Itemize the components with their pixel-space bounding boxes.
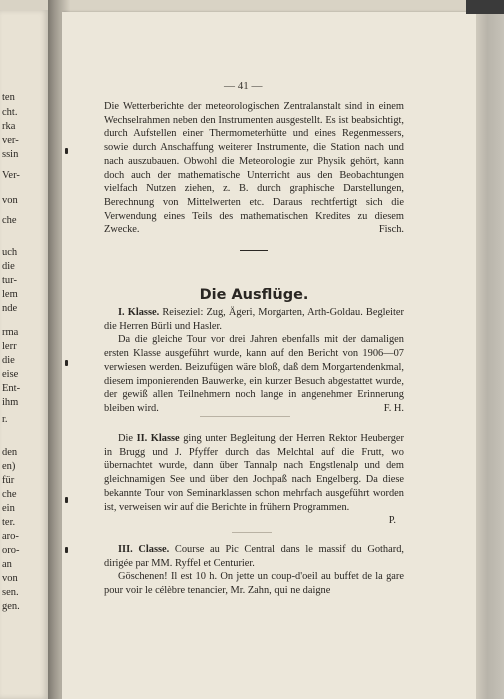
paragraph-text: Die Wetterberichte der meteorologischen Zentralanstalt sind in einem Wechselrahmen neben den Instrumenten ausgestellt. Es ist beabsichtigt, durch Aufstellen einer Thermometerhütte und eines Regenmessers, sowie durch Anschaffung weiterer Instrumente, die Station nach und nach auszubauen. Obwohl die Meteorologie zur Physik gehört, kann doch auch der mathematische Unterricht aus den Beobachtungen vielfach Nutzen ziehen, z. B. durch graphische Darstellungen, Berechnung von Mittelwerten etc. Daraus rechtfertigt sich die Verwendung eines Teils des mathematischen Kredites zu diesem Zwecke.: [104, 101, 404, 236]
page-number: — 41 —: [224, 80, 263, 92]
margin-mark: [65, 148, 68, 154]
section-heading: Die Ausflüge.: [199, 287, 309, 303]
left-page-fragment: nde: [2, 303, 18, 314]
left-page-fragment: ver-: [2, 135, 19, 146]
section-divider: [240, 250, 268, 251]
left-page-fragment: an: [2, 559, 12, 570]
left-page-fragment: ter.: [2, 517, 16, 528]
left-page-fragment: von: [2, 195, 18, 206]
paragraph-text: Course au Pic Central dans le massif du Gothard, dirigée par MM. Ryffel et Centurier.: [104, 544, 404, 569]
weather-station-paragraph: [104, 100, 404, 237]
left-page-fragment: Ent-: [2, 383, 21, 394]
class-label: I. Klasse.: [118, 307, 160, 318]
left-page-fragment: gen.: [2, 601, 20, 612]
left-page-fragment: oro-: [2, 545, 20, 556]
left-page-fragment: lem: [2, 289, 18, 300]
left-page-fragment: ssin: [2, 149, 19, 160]
left-page-fragment: eise: [2, 369, 19, 380]
margin-mark: [65, 360, 68, 366]
left-page-fragment: aro-: [2, 531, 19, 542]
left-page-fragment: für: [2, 475, 15, 486]
left-page-fragment: die: [2, 261, 15, 272]
signature: Fisch.: [378, 224, 404, 236]
paragraph-text: Die: [118, 433, 137, 444]
left-page-fragment: ten: [2, 92, 15, 103]
paragraph-text: ging unter Begleitung der Herren Rektor Heuberger in Brugg und J. Pfyffer durch das Melchtal auf die Frutt, wo übernachtet wurde, dann über Tannalp nach Engstlenalp und dem gleichnamigen See und über den Jochpaß nach Engelberg. Da diese bekannte Tour von Seminarklassen schon mehrfach ausgeführt worden ist, verweisen wir auf die Berichte in frühern Programmen.: [104, 433, 404, 513]
separator-line: [232, 532, 272, 533]
left-page-fragment: ein: [2, 503, 15, 514]
paragraph-text: Reiseziel: Zug, Ägeri, Morgarten, Arth-Goldau. Begleiter die Herren Bürli und Hasler.: [104, 307, 404, 332]
left-page-fragment: che: [2, 489, 17, 500]
signature: P.: [388, 515, 396, 527]
separator-line: [200, 416, 290, 417]
class-label: II. Klasse: [136, 433, 180, 444]
scan-border: [466, 0, 504, 14]
left-page-fragment: Ver-: [2, 170, 20, 181]
margin-mark: [65, 547, 68, 553]
left-page-fragment: cht.: [2, 107, 18, 118]
left-page-fragment: uch: [2, 247, 18, 258]
paragraph-text: Göschenen! Il est 10 h. On jette un coup-d'oeil au buffet de la gare pour voir le célèbre tenancier, Mr. Zahn, qui ne daigne: [104, 571, 404, 597]
left-page-fragment: sen.: [2, 587, 19, 598]
class-1-report: [104, 306, 404, 416]
previous-page-edge: [0, 10, 48, 699]
class-3-report: [104, 543, 404, 598]
signature: F. H.: [383, 402, 404, 414]
left-page-fragment: tur-: [2, 275, 17, 286]
left-page-fragment: lerr: [2, 341, 17, 352]
left-page-fragment: ihm: [2, 397, 19, 408]
class-label: III. Classe.: [118, 544, 170, 555]
left-page-fragment: rma: [2, 327, 19, 338]
page-edge: [476, 0, 504, 699]
left-page-fragment: r.: [2, 414, 8, 425]
margin-mark: [65, 497, 68, 503]
left-page-fragment: en): [2, 461, 16, 472]
left-page-fragment: von: [2, 573, 18, 584]
left-page-fragment: rka: [2, 121, 16, 132]
left-page-fragment: den: [2, 447, 18, 458]
left-page-fragment: che: [2, 215, 17, 226]
left-page-fragment: die: [2, 355, 15, 366]
paragraph-text: Da die gleiche Tour vor drei Jahren ebenfalls mit der damaligen ersten Klasse ausgeführt wurde, kann auf den Bericht von 1906—07 verwiesen werden. Beizufügen wäre bloß, daß dem Morgartendenkmal, diesem imponierenden Bauwerke, ein kurzer Besuch abgestattet wurde, der gewiß allen Teilnehmern noch lange in angenehmer Erinnerung bleiben wird.: [104, 334, 404, 414]
class-2-report: [104, 432, 404, 528]
